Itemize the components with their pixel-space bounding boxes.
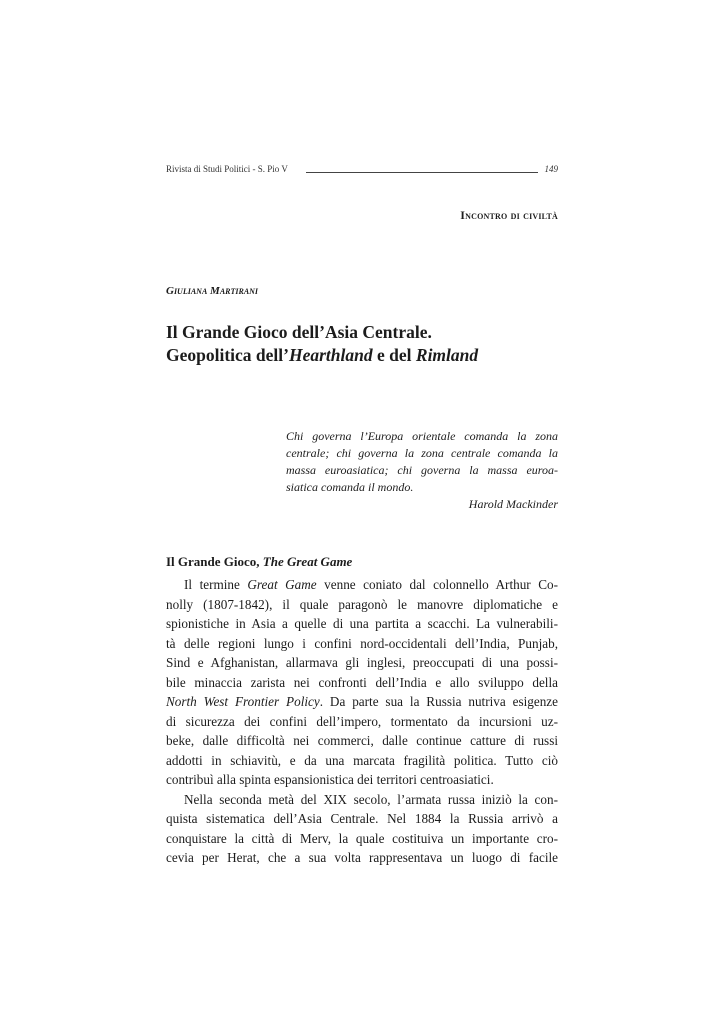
epigraph-line: massa euroasiatica; chi governa la massa euroa- (286, 463, 558, 477)
title-italic-rimland: Rimland (415, 345, 479, 365)
title-text: e del (372, 345, 416, 365)
epigraph (286, 428, 558, 513)
body-line: cevia per Herat, che a sua volta rappresentava un luogo di facile (166, 850, 558, 865)
epigraph-line: Chi governa l’Europa orientale comanda la zona (286, 429, 558, 443)
body-line: di sicurezza dei confini dell’impero, tormentato da incursioni uz- (166, 713, 558, 729)
subheading-italic: The Great Game (262, 554, 353, 569)
body-line: conquistare la città di Merv, la quale costituiva un importante cro- (166, 830, 558, 846)
body-line: addotti in schiavitù, e da una marcata fragilità politica. Tutto ciò (166, 752, 558, 768)
page-number: 149 (544, 164, 558, 174)
body-line: beke, dalle difficoltà nei commerci, dalle continue catture di russi (166, 733, 558, 748)
journal-name: Rivista di Studi Politici - S. Pio V (166, 164, 288, 174)
body-line (166, 692, 558, 712)
header-rule (306, 172, 538, 173)
body-italic-run: Great Game (247, 577, 317, 592)
body-line: spionistiche in Asia a quelle di una partita a scacchi. La vulnerabili- (166, 616, 558, 631)
title-italic-hearthland: Hearthland (288, 345, 373, 365)
body-line: contribuì alla spinta espansionistica dei territori centroasiatici. (166, 772, 494, 787)
body-italic-run: North West Frontier Policy (166, 694, 320, 709)
body-line: tà delle regioni lungo i confini nord-occidentali dell’India, Punjab, (166, 635, 558, 651)
body-text-run: Il termine (184, 577, 248, 592)
body-text (166, 575, 558, 868)
body-text-run: venne coniato dal colonnello Arthur Co- (316, 577, 558, 592)
subheading-text: Il Grande Gioco, (166, 554, 263, 569)
body-line: bile minaccia zarista nei confronti dell’India e allo sviluppo della (166, 674, 558, 690)
body-line: quista sistematica dell’Asia Centrale. Nel 1884 la Russia arrivò a (166, 811, 558, 826)
section-title: Incontro di civiltà (460, 208, 558, 222)
article-title (166, 321, 586, 367)
section-subheading (166, 554, 352, 570)
epigraph-line: siatica comanda il mondo. (286, 480, 414, 494)
running-header (166, 164, 558, 178)
title-line-1: Il Grande Gioco dell’Asia Centrale. (166, 322, 432, 342)
body-line: Nella seconda metà del XIX secolo, l’armata russa iniziò la con- (184, 791, 558, 807)
body-line: Sind e Afghanistan, allarmava gli inglesi, preoccupati di una possi- (166, 655, 558, 670)
epigraph-line: centrale; chi governa la zona centrale comanda la (286, 446, 558, 460)
title-text: Geopolitica dell’ (166, 345, 289, 365)
author-name: Giuliana Martirani (166, 285, 259, 297)
body-text-run: . Da parte sua la Russia nutriva esigenze (319, 694, 558, 709)
title-line-2 (166, 344, 586, 367)
body-line: nolly (1807-1842), il quale paragonò le manovre diplomatiche e (166, 596, 558, 612)
epigraph-attribution: Harold Mackinder (468, 497, 558, 511)
body-line (166, 575, 558, 595)
